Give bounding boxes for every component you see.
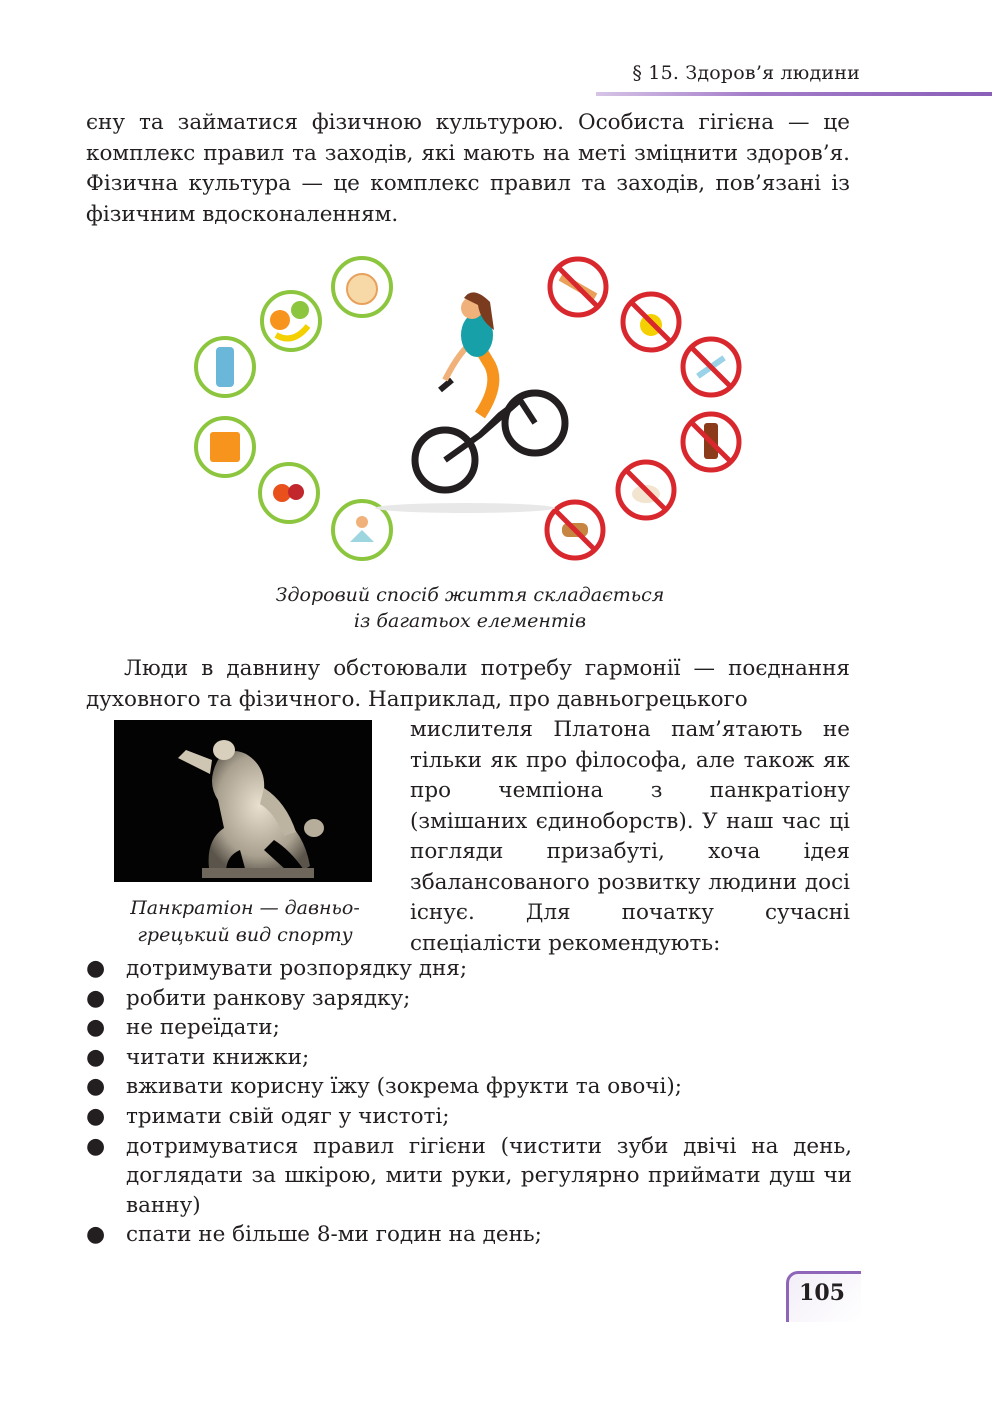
list-item — [86, 1102, 852, 1132]
figure2-caption — [100, 895, 390, 949]
list-item — [86, 1132, 852, 1221]
bullet-icon: ● — [86, 1074, 106, 1100]
list-item-text: не переїдати; — [126, 1015, 280, 1041]
paragraph-1: єну та займатися фізичною культурою. Особиста гігієна — це комплекс правил та заходів, які мають на меті зміцнити здоров’я. Фізична культура — це комплекс правил та заходів, пов’язані із фізичним вдосконаленням. — [86, 110, 850, 227]
list-item-text: спати не більше 8-ми годин на день; — [126, 1222, 542, 1248]
pankration-photo — [114, 720, 372, 882]
list-item — [86, 954, 852, 984]
figure1-caption — [200, 582, 740, 634]
list-item-text: тримати свій одяг у чистоті; — [126, 1103, 450, 1129]
bullet-icon: ● — [86, 1103, 106, 1129]
bullet-icon: ● — [86, 1222, 106, 1248]
bullet-icon: ● — [86, 1044, 106, 1070]
cyclist-illustration — [375, 292, 565, 513]
wrestlers-statue-image — [114, 720, 372, 882]
list-item — [86, 1043, 852, 1073]
bullet-icon: ● — [86, 1015, 106, 1041]
caption-line: грецький вид спорту — [137, 924, 353, 946]
bullet-icon: ● — [86, 1133, 106, 1159]
caption-line: Панкратіон — давньо- — [130, 897, 360, 919]
list-item-text: вживати корисну їжу (зокрема фрукти та овочі); — [126, 1074, 683, 1100]
paragraph-2-lead: Люди в давнину обстоювали потребу гармонії — поєднання духовного та фізичного. Наприклад, про давньогрецького — [86, 656, 850, 712]
list-item-text: дотримуватися правил гігієни (чистити зуби двічі на день, доглядати за шкірою, мити руки, регулярно приймати душ чи ванну) — [126, 1133, 852, 1218]
list-item-text: читати книжки; — [126, 1044, 310, 1070]
recommendations-list — [86, 954, 852, 1250]
list-item — [86, 984, 852, 1014]
caption-line: із багатьох елементів — [353, 610, 587, 632]
list-item — [86, 1013, 852, 1043]
caption-line: Здоровий спосіб життя складається — [275, 584, 665, 606]
list-item — [86, 1220, 852, 1250]
bullet-icon: ● — [86, 985, 106, 1011]
section-header: § 15. Здоров’я людини — [632, 62, 860, 84]
header-rule — [596, 92, 992, 96]
healthy-lifestyle-figure — [190, 240, 760, 570]
bullet-icon: ● — [86, 956, 106, 981]
list-item-text: робити ранкову зарядку; — [126, 985, 411, 1011]
paragraph-2-continued: мислителя Платона пам’ятають не тільки як про філософа, але також як про чемпіона з панкратіону (змішаних єдиноборств). У наш час ці погляди призабуті, хоча ідея збалансованого розвитку людини досі існує. Для початку сучасні спеціалісти рекомендують: — [410, 717, 850, 956]
list-item — [86, 1072, 852, 1102]
page-number: 105 — [799, 1280, 845, 1306]
list-item-text: дотримувати розпорядку дня; — [126, 956, 468, 981]
